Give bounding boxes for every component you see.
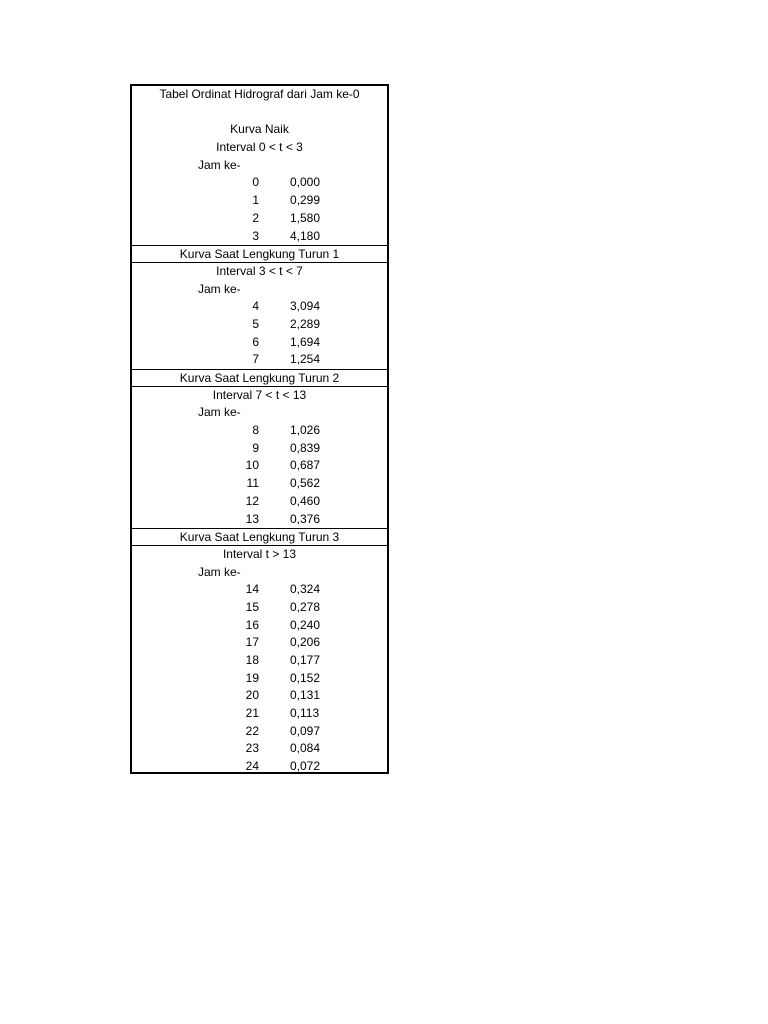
table-row	[132, 581, 387, 599]
jam-value: 6	[252, 334, 259, 349]
table-row	[132, 740, 387, 758]
interval-label: Interval 0 < t < 3	[216, 140, 303, 155]
ordinate-value: 0,152	[290, 670, 321, 685]
jam-value: 17	[245, 635, 259, 650]
ordinate-value: 0,206	[290, 635, 321, 650]
ordinate-value: 0,097	[290, 723, 321, 738]
jam-value: 16	[245, 617, 259, 632]
ordinate-value: 2,289	[290, 316, 321, 331]
jam-value: 13	[245, 511, 259, 526]
table-row	[132, 228, 387, 246]
table-row	[132, 298, 387, 316]
jam-value: 0	[252, 175, 259, 190]
jam-value: 24	[245, 759, 259, 774]
ordinate-value: 0,131	[290, 688, 321, 703]
ordinate-value: 0,000	[290, 175, 321, 190]
hydrograph-ordinate-table	[130, 84, 389, 774]
jam-value: 21	[245, 706, 259, 721]
table-row	[132, 174, 387, 192]
ordinate-value: 0,240	[290, 617, 321, 632]
table-row	[132, 475, 387, 493]
ordinate-value: 1,026	[290, 423, 321, 438]
table-row	[132, 316, 387, 334]
section-rows	[132, 298, 387, 369]
section-rows	[132, 422, 387, 528]
jam-value: 11	[246, 476, 259, 491]
table-title: Tabel Ordinat Hidrograf dari Jam ke-0	[159, 87, 360, 101]
table-row	[132, 670, 387, 688]
jam-value: 14	[245, 582, 259, 597]
table-row	[132, 493, 387, 511]
ordinate-value: 0,299	[290, 193, 321, 208]
table-row	[132, 652, 387, 670]
table-row	[132, 687, 387, 705]
ordinate-value: 0,072	[290, 759, 321, 774]
ordinate-value: 0,324	[290, 582, 321, 597]
jam-value: 19	[245, 670, 259, 685]
ordinate-value: 0,376	[290, 511, 321, 526]
jam-label: Jam ke-	[198, 405, 241, 420]
ordinate-value: 1,254	[290, 352, 321, 367]
blank-row	[132, 104, 387, 122]
ordinate-value: 0,460	[290, 493, 321, 508]
jam-value: 3	[252, 228, 259, 243]
section-rows	[132, 174, 387, 245]
ordinate-value: 4,180	[290, 228, 321, 243]
jam-value: 1	[252, 193, 259, 208]
ordinate-value: 1,694	[290, 334, 321, 349]
table-row	[132, 457, 387, 475]
interval-label: Interval 7 < t < 13	[212, 387, 307, 402]
jam-value: 8	[252, 423, 259, 438]
jam-value: 20	[245, 688, 259, 703]
section-heading: Kurva Saat Lengkung Turun 3	[132, 528, 387, 546]
table-row	[132, 210, 387, 228]
section-heading: Kurva Saat Lengkung Turun 2	[132, 369, 387, 387]
ordinate-value: 3,094	[290, 299, 321, 314]
jam-value: 7	[252, 352, 259, 367]
jam-value: 10	[245, 458, 259, 473]
table-row	[132, 617, 387, 635]
section-heading: Kurva Saat Lengkung Turun 1	[132, 245, 387, 263]
table-row	[132, 634, 387, 652]
ordinate-value: 1,580	[290, 210, 321, 225]
ordinate-value: 0,839	[290, 440, 321, 455]
ordinate-value: 0,113	[290, 706, 320, 721]
ordinate-value: 0,687	[290, 458, 321, 473]
ordinate-value: 0,562	[290, 476, 321, 491]
table-row	[132, 440, 387, 458]
jam-value: 22	[245, 723, 259, 738]
jam-label: Jam ke-	[198, 157, 241, 172]
table-row	[132, 599, 387, 617]
jam-value: 15	[245, 599, 259, 614]
table-row	[132, 705, 387, 723]
jam-value: 18	[245, 653, 259, 667]
jam-value: 4	[252, 299, 259, 314]
section-heading: Kurva Naik	[230, 122, 289, 137]
jam-label: Jam ke-	[198, 564, 241, 579]
section-rows	[132, 581, 387, 776]
ordinate-value: 0,177	[290, 653, 321, 667]
table-row	[132, 422, 387, 440]
jam-value: 5	[252, 316, 259, 331]
ordinate-value: 0,084	[290, 741, 321, 756]
table-row	[132, 723, 387, 741]
jam-value: 23	[245, 741, 259, 756]
table-row	[132, 192, 387, 210]
interval-label: Interval t > 13	[222, 546, 297, 561]
jam-label: Jam ke-	[198, 281, 241, 296]
table-row	[132, 334, 387, 352]
table-row	[132, 351, 387, 369]
jam-value: 12	[245, 493, 259, 508]
table-row	[132, 758, 387, 776]
jam-value: 9	[252, 440, 259, 455]
ordinate-value: 0,278	[290, 599, 321, 614]
interval-label: Interval 3 < t < 7	[216, 263, 303, 278]
table-row	[132, 511, 387, 529]
jam-value: 2	[252, 210, 259, 225]
